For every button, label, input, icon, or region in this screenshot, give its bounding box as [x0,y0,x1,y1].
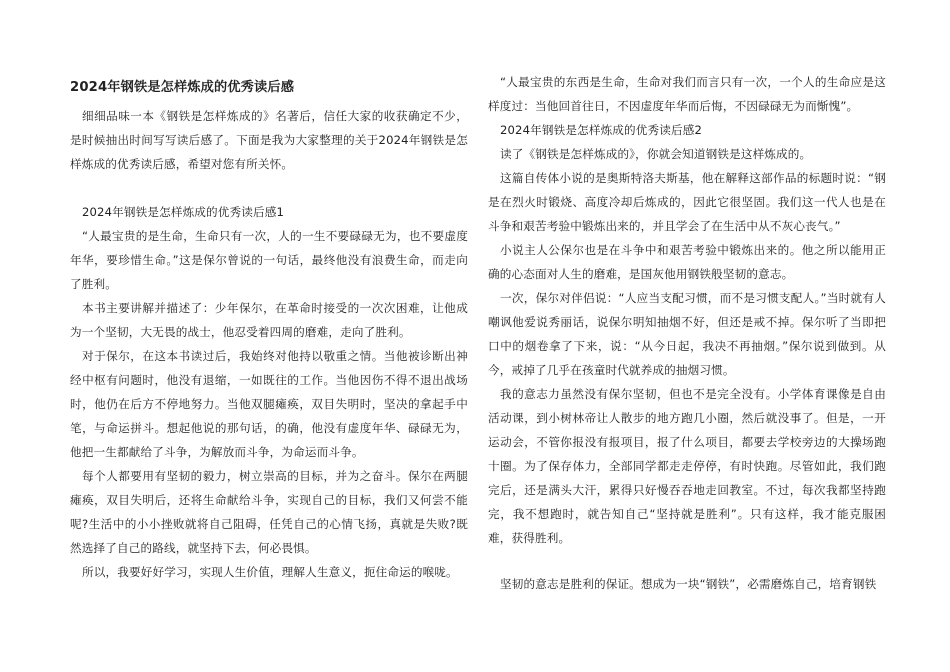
section1-heading: 2024年钢铁是怎样炼成的优秀读后感1 [82,205,285,219]
document-title: 2024年钢铁是怎样炼成的优秀读后感 [70,80,295,95]
paragraph: 我的意志力虽然没有保尔坚韧，但也不是完全没有。小学体育课像是自由活动课，到小树林帝让人散步的地方跑几小圈，然后就没事了。但是，一开运动会，不管你报没有报项目，报了什么项目，都要去学校旁边的大操场跑十圈。为了保存体力，全部同学都走走停停，有时快跑。尽管如此，我们跑完后，还是满头大汗，累得只好慢吞吞地走回教室。不过，每次我都坚持跑完，我不想跑时，就告知自己“坚持就是胜利”。只有这样，我才能克服困难，获得胜利。 [488,387,886,545]
paragraph: “人最宝贵的东西是生命，生命对我们而言只有一次，一个人的生命应是这样度过：当他回首往日，不因虚度年华而后悔，不因碌碌无为而惭愧”。 [488,75,886,113]
intro-paragraph: 细细品味一本《钢铁是怎样炼成的》名著后，信任大家的收获确定不少，是时候抽出时间写写读后感了。下面是我为大家整理的关于2024年钢铁是怎样炼成的优秀读后感，希望对您有所关怀。 [70,109,468,171]
paragraph: 对于保尔，在这本书读过后，我始终对他持以敬重之情。当他被诊断出神经中枢有问题时，他没有退缩，一如既往的工作。当他因伤不得不退出战场时，他仍在后方不停地努力。当他双腿瘫痪，双目失明时，坚决的拿起手中笔，与命运拼斗。想起他说的那句话，的确，他没有虚度年华、碌碌无为，他把一生都献给了斗争，为解放而斗争，为命运而斗争。 [70,349,468,459]
paragraph: 一次，保尔对伴侣说：“人应当支配习惯，而不是习惯支配人。”当时就有人嘲讽他爱说秀丽话，说保尔明知抽烟不好，但还是戒不掉。保尔听了当即把口中的烟卷拿了下来，说：“从今日起，我决不再抽烟。”保尔说到做到。从今，戒掉了几乎在孩童时代就养成的抽烟习惯。 [488,291,886,377]
right-column [488,70,886,596]
paragraph: 所以，我要好好学习，实现人生价值，理解人生意义，扼住命运的喉咙。 [82,565,458,579]
paragraph: 坚韧的意志是胜利的保证。想成为一块“钢铁”，必需磨炼自己，培育钢铁 [500,577,877,591]
paragraph: “人最宝贵的是生命，生命只有一次，人的一生不要碌碌无为，也不要虚度年华，要珍惜生命。”这是保尔曾说的一句话，最终他没有浪费生命，而走向了胜利。 [70,229,468,291]
paragraph: 小说主人公保尔也是在斗争中和艰苦考验中锻炼出来的。他之所以能用正确的心态面对人生的磨难，是国灰他用钢铁般坚韧的意志。 [488,243,886,281]
section2-heading: 2024年钢铁是怎样炼成的优秀读后感2 [500,123,703,137]
left-column [70,70,468,584]
paragraph: 读了《钢铁是怎样炼成的》，你就会知道钢铁是这样炼成的。 [500,147,812,161]
paragraph: 这篇自传体小说的是奥斯特洛夫斯基，他在解释这部作品的标题时说：“钢是在烈火时锻烧、高度冷却后炼成的，因此它很坚固。我们这一代人也是在斗争和艰苦考验中锻炼出来的，并且学会了在生活中从不灰心丧气。” [488,171,886,233]
paragraph: 本书主要讲解并描述了：少年保尔，在革命时接受的一次次困难，让他成为一个坚韧，大无畏的战士，他忍受着四周的磨难，走向了胜利。 [70,301,468,339]
paragraph: 每个人都要用有坚韧的毅力，树立崇高的目标，并为之奋斗。保尔在两腿瘫痪，双目失明后，还将生命献给斗争，实现自己的目标，我们又何尝不能呢?生活中的小小挫败就将自己阻碍，任凭自己的心情飞扬，真就是失败?既然选择了自己的路线，就坚持下去，何必畏惧。 [70,469,468,555]
